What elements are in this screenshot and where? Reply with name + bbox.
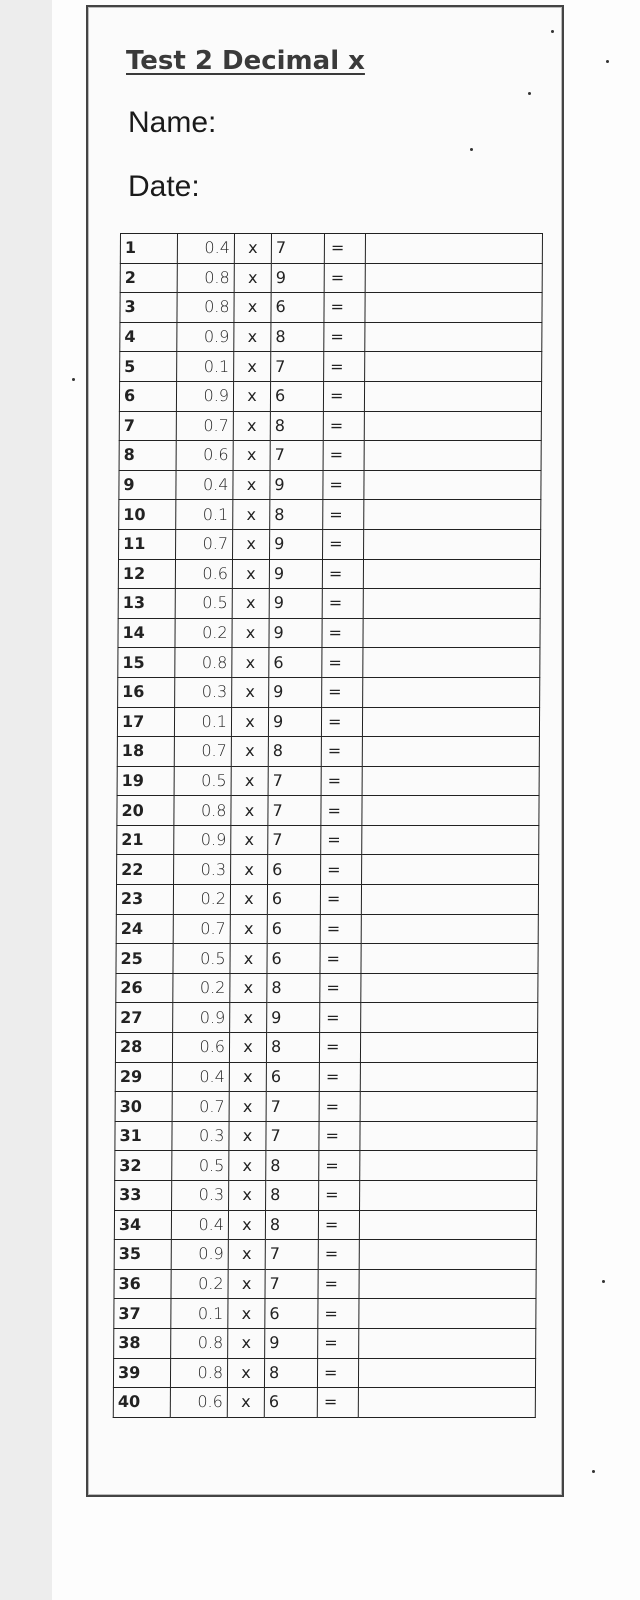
multiply-symbol: x — [231, 825, 268, 855]
question-factor: 7 — [268, 796, 321, 826]
question-number: 1 — [120, 234, 177, 264]
multiply-symbol: x — [233, 411, 270, 441]
question-row — [120, 234, 542, 264]
multiply-symbol: x — [232, 589, 269, 619]
scan-speck — [470, 148, 473, 151]
multiply-symbol: x — [232, 618, 269, 648]
multiply-symbol: x — [229, 1092, 266, 1122]
answer-cell[interactable] — [364, 411, 541, 441]
question-row — [119, 470, 541, 500]
question-number: 13 — [118, 589, 175, 619]
question-factor: 9 — [270, 470, 323, 500]
answer-cell[interactable] — [363, 559, 540, 589]
equals-symbol: = — [318, 1269, 359, 1299]
answer-cell[interactable] — [359, 1299, 536, 1329]
question-number: 5 — [120, 352, 177, 382]
multiply-symbol: x — [228, 1210, 265, 1240]
equals-symbol: = — [318, 1328, 359, 1358]
question-row — [119, 441, 541, 471]
scan-speck — [72, 378, 75, 381]
question-number: 16 — [118, 677, 175, 707]
scan-speck — [528, 92, 531, 95]
questions-table-body — [113, 234, 542, 1418]
question-factor: 6 — [271, 293, 324, 323]
question-number: 18 — [117, 737, 174, 767]
question-number: 10 — [119, 500, 176, 530]
question-number: 9 — [119, 470, 176, 500]
multiply-symbol: x — [234, 263, 271, 293]
equals-symbol: = — [324, 263, 365, 293]
answer-cell[interactable] — [362, 707, 539, 737]
question-factor: 9 — [270, 529, 323, 559]
question-row — [119, 381, 541, 411]
question-number: 40 — [113, 1388, 170, 1418]
question-number: 3 — [120, 293, 177, 323]
answer-cell[interactable] — [360, 1062, 537, 1092]
question-decimal: 0.5 — [174, 766, 231, 796]
question-factor: 7 — [266, 1121, 319, 1151]
scan-speck — [606, 60, 609, 63]
question-number: 27 — [116, 1003, 173, 1033]
questions-table — [113, 233, 543, 1418]
multiply-symbol: x — [228, 1269, 265, 1299]
multiply-symbol: x — [229, 1181, 266, 1211]
question-decimal: 0.5 — [175, 589, 232, 619]
question-row — [113, 1358, 535, 1388]
question-factor: 6 — [267, 914, 320, 944]
question-decimal: 0.4 — [172, 1062, 229, 1092]
answer-cell[interactable] — [365, 234, 542, 264]
scan-speck — [592, 1470, 595, 1473]
multiply-symbol: x — [232, 648, 269, 678]
answer-cell[interactable] — [363, 648, 540, 678]
equals-symbol: = — [324, 234, 365, 264]
question-number: 4 — [120, 322, 177, 352]
question-row — [115, 1092, 537, 1122]
question-row — [120, 263, 542, 293]
equals-symbol: = — [318, 1240, 359, 1270]
question-number: 2 — [120, 263, 177, 293]
equals-symbol: = — [323, 381, 364, 411]
question-decimal: 0.2 — [173, 973, 230, 1003]
question-row — [115, 1033, 537, 1063]
equals-symbol: = — [324, 352, 365, 382]
answer-cell[interactable] — [359, 1210, 536, 1240]
question-factor: 7 — [266, 1092, 319, 1122]
multiply-symbol: x — [233, 470, 270, 500]
question-decimal: 0.9 — [173, 1003, 230, 1033]
question-factor: 8 — [266, 1033, 319, 1063]
equals-symbol: = — [318, 1299, 359, 1329]
question-number: 33 — [115, 1181, 172, 1211]
question-number: 35 — [114, 1240, 171, 1270]
question-row — [115, 1181, 537, 1211]
answer-cell[interactable] — [362, 855, 539, 885]
equals-symbol: = — [319, 1121, 360, 1151]
equals-symbol: = — [317, 1388, 358, 1418]
question-decimal: 0.7 — [174, 737, 231, 767]
question-factor: 7 — [270, 441, 323, 471]
answer-cell[interactable] — [363, 677, 540, 707]
question-factor: 8 — [270, 411, 323, 441]
equals-symbol: = — [319, 1033, 360, 1063]
question-number: 7 — [119, 411, 176, 441]
question-decimal: 0.8 — [170, 1358, 227, 1388]
multiply-symbol: x — [227, 1388, 264, 1418]
question-decimal: 0.1 — [176, 500, 233, 530]
question-row — [120, 322, 542, 352]
question-number: 17 — [117, 707, 174, 737]
equals-symbol: = — [322, 677, 363, 707]
multiply-symbol: x — [231, 707, 268, 737]
question-decimal: 0.8 — [174, 796, 231, 826]
question-decimal: 0.8 — [175, 648, 232, 678]
equals-symbol: = — [317, 1358, 358, 1388]
question-decimal: 0.1 — [177, 352, 234, 382]
question-factor: 9 — [269, 559, 322, 589]
multiply-symbol: x — [233, 529, 270, 559]
answer-cell[interactable] — [362, 737, 539, 767]
question-number: 28 — [115, 1033, 172, 1063]
question-row — [114, 1328, 536, 1358]
question-decimal: 0.2 — [175, 618, 232, 648]
question-number: 26 — [116, 973, 173, 1003]
question-row — [116, 1003, 538, 1033]
question-decimal: 0.9 — [177, 322, 234, 352]
question-factor: 8 — [264, 1358, 317, 1388]
question-row — [114, 1269, 536, 1299]
question-number: 29 — [115, 1062, 172, 1092]
multiply-symbol: x — [229, 1151, 266, 1181]
question-factor: 9 — [269, 589, 322, 619]
question-number: 22 — [117, 855, 174, 885]
question-factor: 8 — [271, 322, 324, 352]
worksheet-title: Test 2 Decimal x — [126, 46, 365, 76]
question-decimal: 0.3 — [172, 1121, 229, 1151]
question-row — [116, 914, 538, 944]
question-number: 20 — [117, 796, 174, 826]
question-row — [119, 500, 541, 530]
answer-cell[interactable] — [359, 1328, 536, 1358]
equals-symbol: = — [320, 1003, 361, 1033]
equals-symbol: = — [323, 470, 364, 500]
answer-cell[interactable] — [362, 766, 539, 796]
question-number: 11 — [119, 529, 176, 559]
multiply-symbol: x — [234, 322, 271, 352]
answer-cell[interactable] — [364, 500, 541, 530]
equals-symbol: = — [323, 441, 364, 471]
equals-symbol: = — [321, 855, 362, 885]
equals-symbol: = — [319, 1181, 360, 1211]
question-factor: 6 — [270, 381, 323, 411]
answer-cell[interactable] — [358, 1388, 535, 1418]
multiply-symbol: x — [228, 1299, 265, 1329]
answer-cell[interactable] — [365, 322, 542, 352]
question-decimal: 0.6 — [175, 559, 232, 589]
answer-cell[interactable] — [365, 263, 542, 293]
question-factor: 9 — [271, 263, 324, 293]
answer-cell[interactable] — [364, 529, 541, 559]
question-number: 25 — [116, 944, 173, 974]
answer-cell[interactable] — [361, 914, 538, 944]
answer-cell[interactable] — [361, 1003, 538, 1033]
question-row — [120, 293, 542, 323]
equals-symbol: = — [323, 529, 364, 559]
equals-symbol: = — [319, 1151, 360, 1181]
answer-cell[interactable] — [361, 885, 538, 915]
answer-cell[interactable] — [362, 825, 539, 855]
question-row — [117, 825, 539, 855]
question-factor: 7 — [271, 234, 324, 264]
question-number: 24 — [116, 914, 173, 944]
question-decimal: 0.3 — [175, 677, 232, 707]
answer-cell[interactable] — [358, 1358, 535, 1388]
question-row — [113, 1388, 535, 1418]
question-factor: 6 — [264, 1388, 317, 1418]
equals-symbol: = — [318, 1210, 359, 1240]
equals-symbol: = — [321, 707, 362, 737]
question-factor: 6 — [268, 855, 321, 885]
question-decimal: 0.2 — [171, 1269, 228, 1299]
question-factor: 7 — [271, 352, 324, 382]
question-decimal: 0.4 — [176, 470, 233, 500]
question-number: 37 — [114, 1299, 171, 1329]
equals-symbol: = — [320, 914, 361, 944]
equals-symbol: = — [323, 500, 364, 530]
question-row — [118, 648, 540, 678]
equals-symbol: = — [320, 885, 361, 915]
question-row — [115, 1121, 537, 1151]
question-row — [114, 1210, 536, 1240]
question-decimal: 0.4 — [171, 1210, 228, 1240]
question-row — [116, 885, 538, 915]
answer-cell[interactable] — [360, 1033, 537, 1063]
multiply-symbol: x — [230, 885, 267, 915]
question-decimal: 0.1 — [174, 707, 231, 737]
question-row — [118, 559, 540, 589]
question-number: 30 — [115, 1092, 172, 1122]
equals-symbol: = — [322, 559, 363, 589]
answer-cell[interactable] — [360, 1092, 537, 1122]
scan-speck — [602, 1280, 605, 1283]
answer-cell[interactable] — [364, 441, 541, 471]
answer-cell[interactable] — [361, 944, 538, 974]
answer-cell[interactable] — [363, 618, 540, 648]
multiply-symbol: x — [229, 1033, 266, 1063]
multiply-symbol: x — [228, 1240, 265, 1270]
question-decimal: 0.8 — [177, 293, 234, 323]
multiply-symbol: x — [228, 1328, 265, 1358]
question-number: 8 — [119, 441, 176, 471]
question-row — [114, 1299, 536, 1329]
equals-symbol: = — [324, 322, 365, 352]
question-decimal: 0.2 — [173, 885, 230, 915]
question-row — [114, 1240, 536, 1270]
question-factor: 8 — [270, 500, 323, 530]
multiply-symbol: x — [231, 855, 268, 885]
answer-cell[interactable] — [359, 1240, 536, 1270]
question-decimal: 0.7 — [172, 1092, 229, 1122]
answer-cell[interactable] — [364, 470, 541, 500]
answer-cell[interactable] — [362, 796, 539, 826]
multiply-symbol: x — [230, 973, 267, 1003]
question-factor: 8 — [266, 1151, 319, 1181]
answer-cell[interactable] — [363, 589, 540, 619]
equals-symbol: = — [322, 648, 363, 678]
question-decimal: 0.8 — [177, 263, 234, 293]
multiply-symbol: x — [227, 1358, 264, 1388]
question-row — [119, 411, 541, 441]
question-number: 21 — [117, 825, 174, 855]
question-row — [117, 855, 539, 885]
equals-symbol: = — [321, 796, 362, 826]
equals-symbol: = — [321, 766, 362, 796]
question-number: 15 — [118, 648, 175, 678]
question-row — [118, 589, 540, 619]
multiply-symbol: x — [232, 677, 269, 707]
question-number: 14 — [118, 618, 175, 648]
multiply-symbol: x — [233, 441, 270, 471]
answer-cell[interactable] — [360, 1121, 537, 1151]
question-row — [119, 529, 541, 559]
question-decimal: 0.7 — [173, 914, 230, 944]
question-decimal: 0.7 — [176, 529, 233, 559]
question-factor: 6 — [267, 944, 320, 974]
equals-symbol: = — [319, 1062, 360, 1092]
question-decimal: 0.9 — [171, 1240, 228, 1270]
answer-cell[interactable] — [361, 973, 538, 1003]
question-factor: 8 — [265, 1210, 318, 1240]
question-decimal: 0.9 — [176, 381, 233, 411]
question-row — [117, 796, 539, 826]
name-label: Name: — [128, 106, 217, 139]
question-factor: 6 — [267, 885, 320, 915]
question-row — [118, 677, 540, 707]
multiply-symbol: x — [229, 1062, 266, 1092]
question-number: 39 — [113, 1358, 170, 1388]
equals-symbol: = — [319, 1092, 360, 1122]
date-label: Date: — [128, 170, 200, 203]
question-factor: 6 — [266, 1062, 319, 1092]
answer-cell[interactable] — [365, 352, 542, 382]
question-row — [116, 973, 538, 1003]
question-factor: 8 — [266, 1181, 319, 1211]
multiply-symbol: x — [229, 1121, 266, 1151]
question-factor: 7 — [268, 825, 321, 855]
question-decimal: 0.6 — [170, 1388, 227, 1418]
multiply-symbol: x — [232, 559, 269, 589]
multiply-symbol: x — [230, 944, 267, 974]
question-decimal: 0.4 — [177, 234, 234, 264]
multiply-symbol: x — [233, 500, 270, 530]
question-factor: 9 — [265, 1328, 318, 1358]
multiply-symbol: x — [231, 766, 268, 796]
question-number: 38 — [114, 1328, 171, 1358]
question-factor: 7 — [265, 1240, 318, 1270]
question-factor: 6 — [265, 1299, 318, 1329]
question-decimal: 0.3 — [174, 855, 231, 885]
question-factor: 8 — [268, 737, 321, 767]
multiply-symbol: x — [231, 796, 268, 826]
question-factor: 7 — [265, 1269, 318, 1299]
question-decimal: 0.7 — [176, 411, 233, 441]
question-row — [118, 618, 540, 648]
question-row — [115, 1151, 537, 1181]
question-number: 12 — [118, 559, 175, 589]
question-row — [117, 766, 539, 796]
question-row — [117, 737, 539, 767]
question-factor: 6 — [269, 648, 322, 678]
question-decimal: 0.3 — [172, 1181, 229, 1211]
question-row — [117, 707, 539, 737]
question-decimal: 0.6 — [176, 441, 233, 471]
equals-symbol: = — [321, 825, 362, 855]
question-number: 34 — [114, 1210, 171, 1240]
answer-cell[interactable] — [365, 293, 542, 323]
answer-cell[interactable] — [360, 1151, 537, 1181]
question-decimal: 0.5 — [173, 944, 230, 974]
answer-cell[interactable] — [359, 1269, 536, 1299]
question-factor: 9 — [268, 707, 321, 737]
scan-edge-shadow — [0, 0, 52, 1600]
equals-symbol: = — [322, 589, 363, 619]
multiply-symbol: x — [234, 234, 271, 264]
multiply-symbol: x — [231, 737, 268, 767]
question-factor: 9 — [267, 1003, 320, 1033]
multiply-symbol: x — [234, 293, 271, 323]
question-row — [115, 1062, 537, 1092]
question-decimal: 0.8 — [171, 1328, 228, 1358]
multiply-symbol: x — [230, 914, 267, 944]
question-decimal: 0.6 — [172, 1033, 229, 1063]
equals-symbol: = — [320, 973, 361, 1003]
scan-speck — [551, 30, 554, 33]
question-factor: 9 — [269, 618, 322, 648]
equals-symbol: = — [322, 618, 363, 648]
equals-symbol: = — [321, 737, 362, 767]
question-decimal: 0.9 — [174, 825, 231, 855]
equals-symbol: = — [324, 293, 365, 323]
question-number: 6 — [119, 381, 176, 411]
equals-symbol: = — [323, 411, 364, 441]
multiply-symbol: x — [234, 352, 271, 382]
multiply-symbol: x — [233, 381, 270, 411]
answer-cell[interactable] — [360, 1181, 537, 1211]
answer-cell[interactable] — [364, 381, 541, 411]
question-number: 19 — [117, 766, 174, 796]
question-decimal: 0.1 — [171, 1299, 228, 1329]
question-number: 23 — [116, 885, 173, 915]
question-number: 31 — [115, 1121, 172, 1151]
question-factor: 8 — [267, 973, 320, 1003]
equals-symbol: = — [320, 944, 361, 974]
question-factor: 7 — [268, 766, 321, 796]
question-number: 36 — [114, 1269, 171, 1299]
question-row — [120, 352, 542, 382]
question-row — [116, 944, 538, 974]
question-decimal: 0.5 — [172, 1151, 229, 1181]
question-number: 32 — [115, 1151, 172, 1181]
question-factor: 9 — [269, 677, 322, 707]
multiply-symbol: x — [230, 1003, 267, 1033]
